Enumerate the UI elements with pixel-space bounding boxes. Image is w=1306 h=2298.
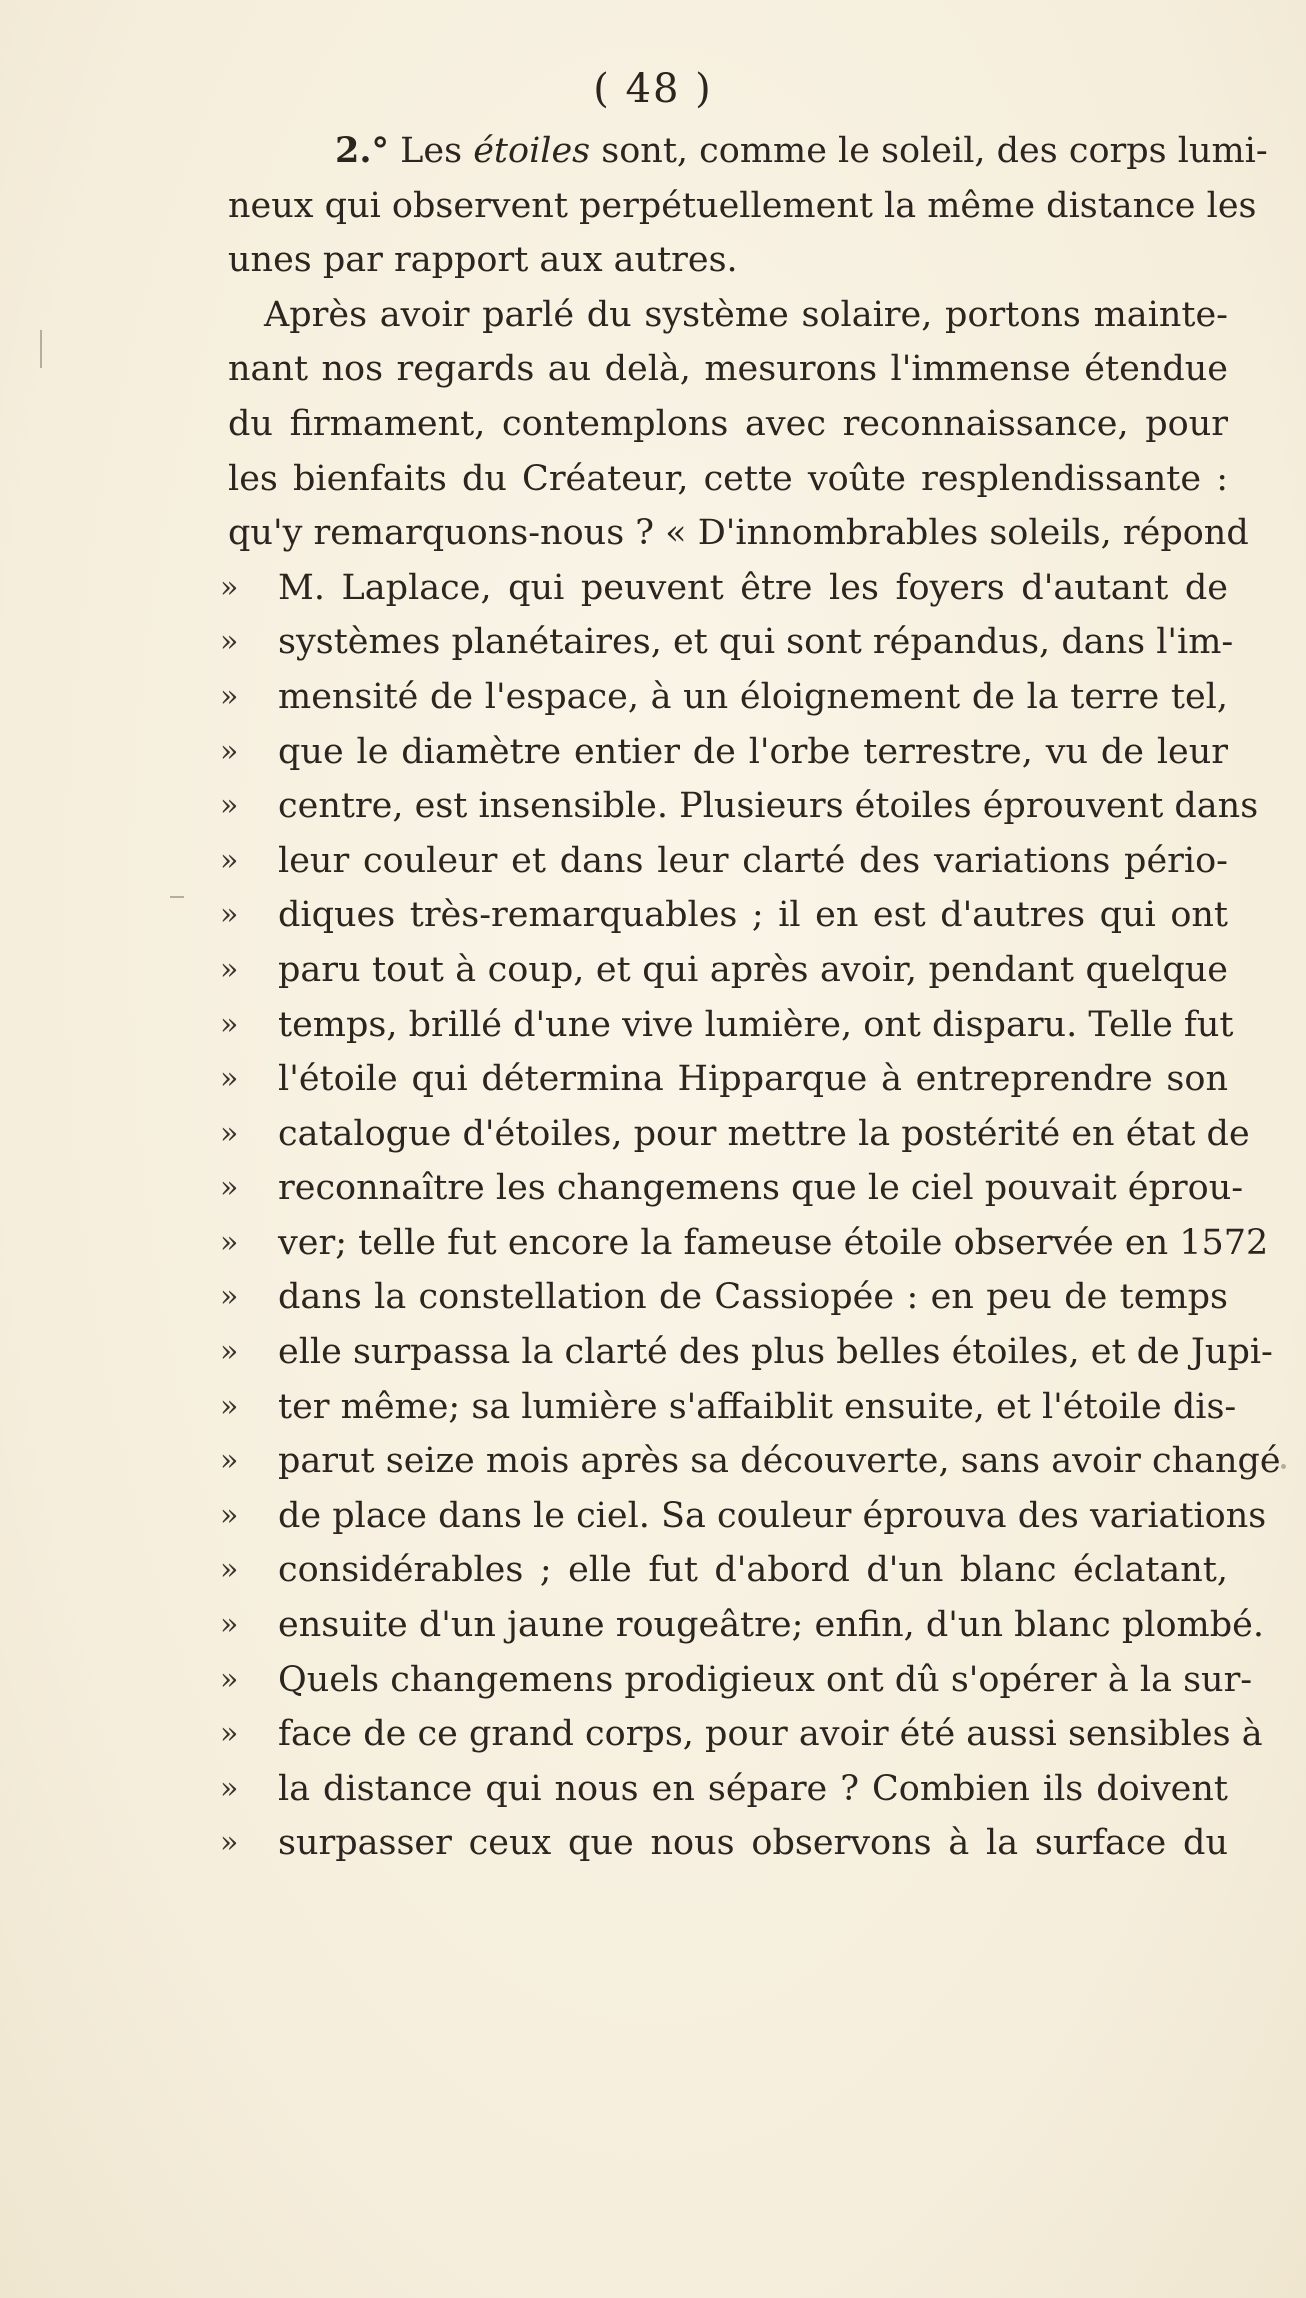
line-text: considérables ; elle fut d'abord d'un blanc éclatant,	[278, 1550, 1228, 1591]
line-text: nant nos regards au delà, mesurons l'immense étendue	[228, 349, 1228, 390]
quotation-guillemet: »	[220, 569, 239, 605]
line-text: surpasser ceux que nous observons à la surface du	[278, 1823, 1228, 1864]
text-line	[220, 615, 1234, 670]
text-line	[220, 1543, 1228, 1598]
line-text: systèmes planétaires, et qui sont répandus, dans l'im-	[278, 622, 1234, 663]
quotation-guillemet: »	[220, 897, 239, 933]
text-line	[220, 1161, 1244, 1216]
text-line	[228, 288, 1228, 343]
quotation-guillemet: »	[220, 1279, 239, 1315]
line-text: ensuite d'un jaune rougeâtre; enfin, d'un blanc plombé.	[278, 1605, 1264, 1646]
quotation-guillemet: »	[220, 733, 239, 769]
text-line	[228, 452, 1228, 507]
line-text: ter même; sa lumière s'affaiblit ensuite, et l'étoile dis-	[278, 1386, 1237, 1427]
text-line	[220, 1489, 1267, 1544]
quotation-guillemet: »	[220, 1825, 239, 1861]
text-line	[220, 1762, 1228, 1817]
quotation-guillemet: »	[220, 951, 239, 987]
quotation-guillemet: »	[220, 1006, 239, 1042]
line-text: Après avoir parlé du système solaire, portons mainte-	[264, 294, 1228, 335]
text-line	[220, 1653, 1253, 1708]
text-line	[220, 1052, 1228, 1107]
quotation-guillemet: »	[220, 1770, 239, 1806]
line-text: reconnaître les changemens que le ciel pouvait éprou-	[278, 1168, 1244, 1209]
text-line	[220, 1325, 1273, 1380]
quotation-guillemet: »	[220, 1115, 239, 1151]
line-text: ver; telle fut encore la fameuse étoile observée en 1572	[278, 1222, 1269, 1263]
line-text: temps, brillé d'une vive lumière, ont disparu. Telle fut	[278, 1004, 1234, 1045]
line-text: les bienfaits du Créateur, cette voûte resplendissante :	[228, 458, 1228, 499]
text-line	[220, 779, 1259, 834]
line-text: diques très-remarquables ; il en est d'autres qui ont	[278, 895, 1228, 936]
line-text: la distance qui nous en sépare ? Combien ils doivent	[278, 1768, 1228, 1809]
text-line	[220, 670, 1228, 725]
text-line	[220, 834, 1228, 889]
line-text: du firmament, contemplons avec reconnaissance, pour	[228, 403, 1228, 444]
quotation-guillemet: »	[220, 1334, 239, 1370]
line-text: M. Laplace, qui peuvent être les foyers d'autant de	[278, 567, 1228, 608]
quotation-guillemet: »	[220, 842, 239, 878]
text-line	[228, 233, 1228, 288]
quotation-guillemet: »	[220, 1607, 239, 1643]
line-text: elle surpassa la clarté des plus belles étoiles, et de Jupi-	[278, 1332, 1273, 1373]
margin-mark	[1281, 1464, 1286, 1469]
text-line	[228, 179, 1257, 234]
quotation-guillemet: »	[220, 1716, 239, 1752]
line-text: unes par rapport aux autres.	[228, 240, 738, 281]
text-line	[220, 943, 1228, 998]
text-line	[220, 1707, 1263, 1762]
quotation-guillemet: »	[220, 624, 239, 660]
text-line	[220, 1107, 1250, 1162]
quotation-guillemet: »	[220, 1388, 239, 1424]
line-text: 2.° Les étoiles sont, comme le soleil, des corps lumi-	[335, 130, 1268, 171]
quotation-guillemet: »	[220, 1661, 239, 1697]
text-line	[220, 1380, 1237, 1435]
text-line	[220, 888, 1228, 943]
quotation-guillemet: »	[220, 1224, 239, 1260]
quotation-guillemet: »	[220, 1497, 239, 1533]
quotation-guillemet: »	[220, 1552, 239, 1588]
text-line	[220, 1270, 1228, 1325]
line-text: de place dans le ciel. Sa couleur éprouva des variations	[278, 1495, 1267, 1536]
text-line	[220, 1816, 1228, 1871]
quotation-guillemet: »	[220, 1443, 239, 1479]
text-line	[228, 342, 1228, 397]
line-text: neux qui observent perpétuellement la même distance les	[228, 185, 1257, 226]
text-line	[228, 506, 1249, 561]
line-text: mensité de l'espace, à un éloignement de la terre tel,	[278, 676, 1228, 717]
text-line	[220, 1598, 1264, 1653]
body-text	[220, 124, 1281, 1871]
line-text: catalogue d'étoiles, pour mettre la postérité en état de	[278, 1113, 1250, 1154]
text-line	[228, 397, 1228, 452]
text-line	[220, 561, 1228, 616]
line-text: leur couleur et dans leur clarté des variations pério-	[278, 840, 1228, 881]
line-text: face de ce grand corps, pour avoir été aussi sensibles à	[278, 1714, 1263, 1755]
line-text: que le diamètre entier de l'orbe terrestre, vu de leur	[278, 731, 1228, 772]
text-line	[220, 1434, 1281, 1489]
line-text: centre, est insensible. Plusieurs étoiles éprouvent dans	[278, 786, 1259, 827]
page-number: ( 48 )	[593, 66, 713, 112]
margin-mark	[170, 896, 184, 898]
margin-mark	[40, 330, 42, 368]
quotation-guillemet: »	[220, 1170, 239, 1206]
text-line	[220, 1216, 1269, 1271]
line-text: qu'y remarquons-nous ? « D'innombrables soleils, répond	[228, 513, 1249, 554]
line-text: parut seize mois après sa découverte, sans avoir changé	[278, 1441, 1281, 1482]
text-line	[220, 725, 1228, 780]
line-text: dans la constellation de Cassiopée : en peu de temps	[278, 1277, 1228, 1318]
line-text: paru tout à coup, et qui après avoir, pendant quelque	[278, 949, 1228, 990]
quotation-guillemet: »	[220, 1061, 239, 1097]
text-line	[228, 124, 1268, 179]
quotation-guillemet: »	[220, 678, 239, 714]
line-text: l'étoile qui détermina Hipparque à entreprendre son	[278, 1059, 1228, 1100]
quotation-guillemet: »	[220, 788, 239, 824]
line-text: Quels changemens prodigieux ont dû s'opérer à la sur-	[278, 1659, 1253, 1700]
text-line	[220, 998, 1234, 1053]
